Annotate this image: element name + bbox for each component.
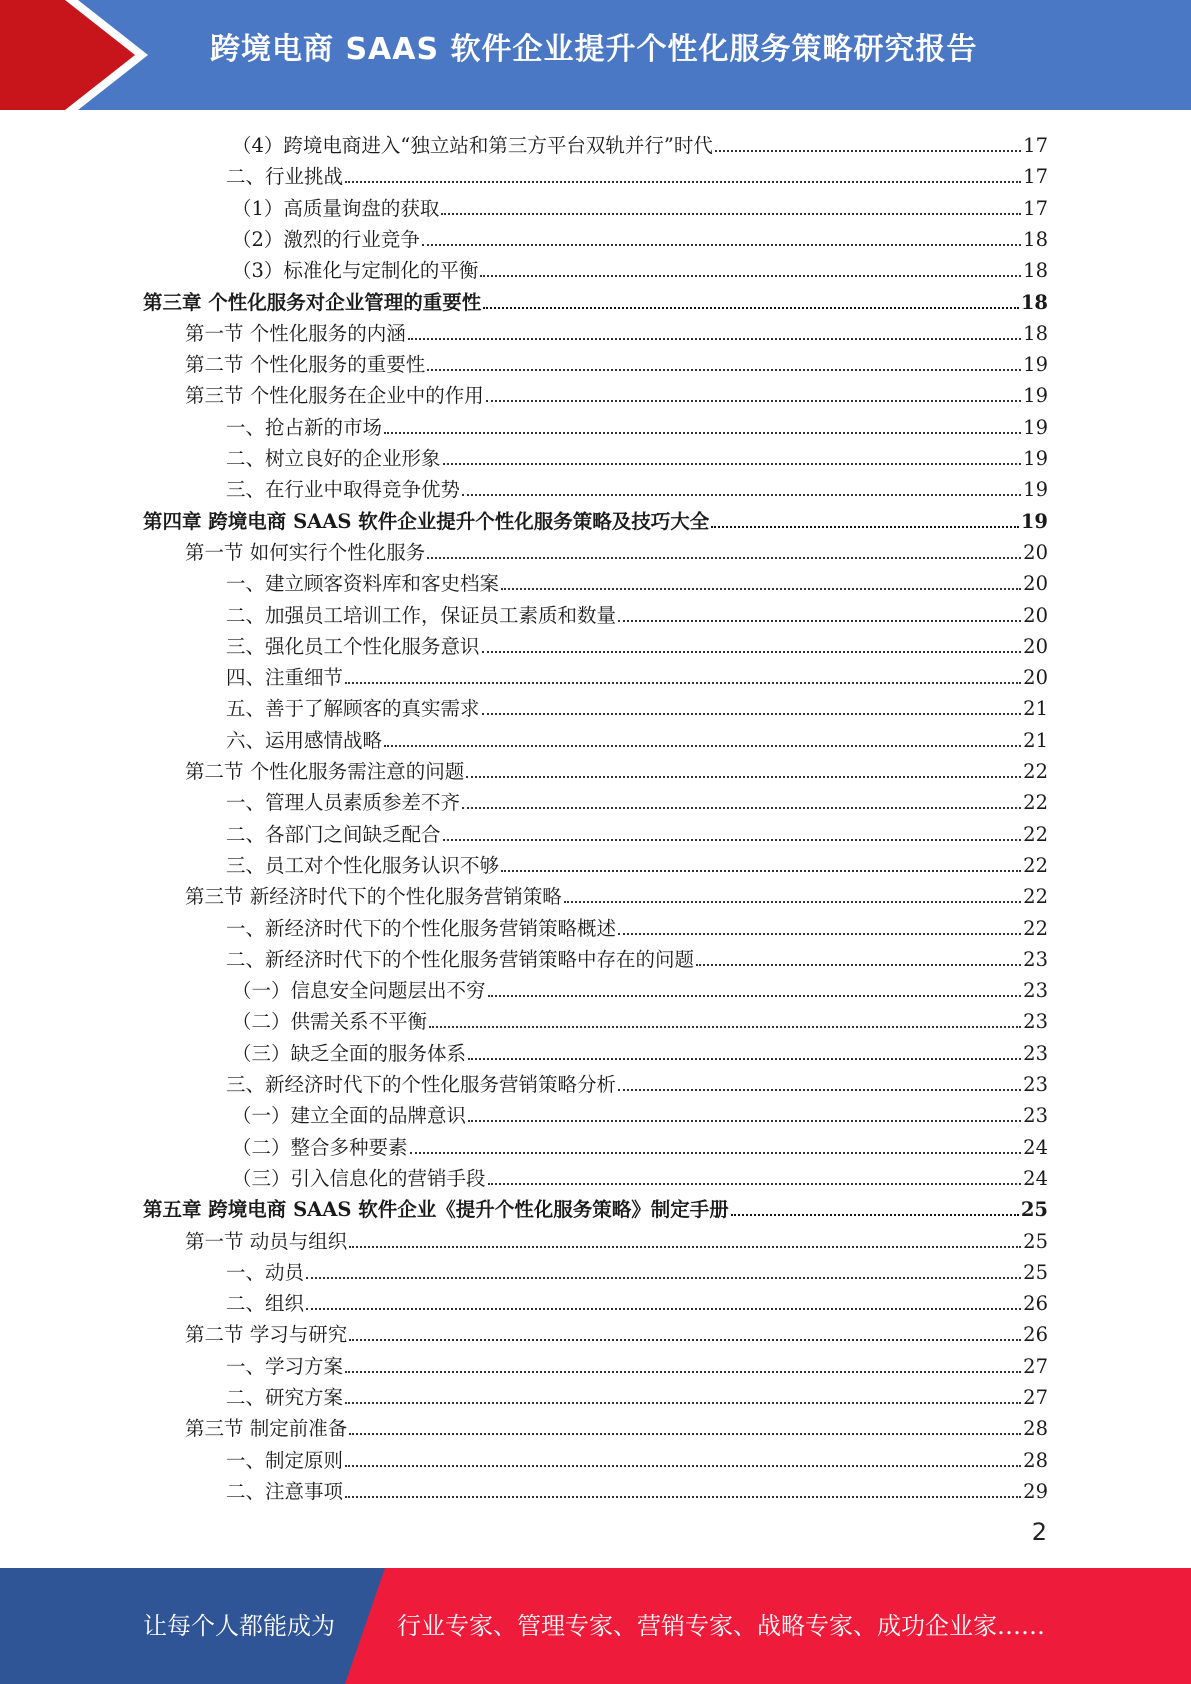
toc-entry[interactable]	[185, 1223, 1048, 1254]
toc-entry-title: （二）供需关系不平衡	[232, 1010, 428, 1033]
toc-dot-leader	[345, 1371, 1021, 1373]
toc-entry-page: 17	[1023, 165, 1048, 188]
toc-entry[interactable]	[232, 1035, 1048, 1066]
footer-slogan-right: 行业专家、管理专家、营销专家、战略专家、成功企业家……	[397, 1612, 1045, 1640]
toc-entry-title: 二、加强员工培训工作，保证员工素质和数量	[226, 604, 617, 627]
toc-entry-page: 23	[1023, 979, 1048, 1002]
toc-entry-page: 19	[1023, 447, 1048, 470]
toc-entry-title: 三、新经济时代下的个性化服务营销策略分析	[226, 1073, 617, 1096]
toc-entry[interactable]	[185, 753, 1048, 784]
toc-entry-page: 23	[1023, 948, 1048, 971]
toc-entry-page: 28	[1023, 1449, 1048, 1472]
page-number: 2	[1031, 1518, 1047, 1546]
toc-entry-title: 第三节 新经济时代下的个性化服务营销策略	[185, 885, 562, 908]
toc-entry[interactable]	[226, 440, 1048, 471]
toc-entry-title: （三）引入信息化的营销手段	[232, 1167, 486, 1190]
toc-entry-page: 28	[1023, 1417, 1048, 1440]
toc-entry[interactable]	[232, 972, 1048, 1003]
toc-entry-title: 第一节 动员与组织	[185, 1230, 348, 1253]
toc-dot-leader	[443, 463, 1022, 465]
toc-entry-page: 20	[1023, 572, 1048, 595]
toc-entry[interactable]	[226, 847, 1048, 878]
toc-dot-leader	[501, 588, 1021, 590]
toc-entry-title: 一、建立顾客资料库和客史档案	[226, 572, 500, 595]
toc-dot-leader	[715, 150, 1021, 152]
toc-dot-leader	[345, 1402, 1021, 1404]
toc-entry-title: （1）高质量询盘的获取	[232, 197, 440, 220]
toc-dot-leader	[429, 1026, 1021, 1028]
toc-dot-leader	[349, 1339, 1021, 1341]
toc-entry-title: （4）跨境电商进入“独立站和第三方平台双轨并行”时代	[232, 134, 713, 157]
toc-entry-page: 21	[1023, 697, 1048, 720]
toc-dot-leader	[345, 682, 1021, 684]
toc-entry-page: 26	[1023, 1292, 1048, 1315]
toc-entry-page: 19	[1023, 353, 1048, 376]
toc-entry-page: 24	[1023, 1167, 1048, 1190]
toc-entry[interactable]	[226, 1473, 1048, 1504]
toc-dot-leader	[618, 1089, 1021, 1091]
toc-entry[interactable]	[226, 628, 1048, 659]
toc-entry[interactable]	[232, 1097, 1048, 1128]
toc-entry-title: 第二节 个性化服务的重要性	[185, 353, 426, 376]
toc-entry-page: 22	[1023, 854, 1048, 877]
toc-entry-title: 二、树立良好的企业形象	[226, 447, 441, 470]
toc-entry-title: 二、组织	[226, 1292, 305, 1315]
toc-entry-title: 二、行业挑战	[226, 165, 344, 188]
toc-entry-page: 20	[1023, 541, 1048, 564]
toc-dot-leader	[441, 213, 1021, 215]
toc-dot-leader	[410, 1152, 1022, 1154]
toc-dot-leader	[462, 807, 1021, 809]
toc-entry[interactable]	[226, 409, 1048, 440]
toc-entry-title: 二、新经济时代下的个性化服务营销策略中存在的问题	[226, 948, 695, 971]
toc-entry-title: 三、员工对个性化服务认识不够	[226, 854, 500, 877]
toc-entry[interactable]	[226, 1066, 1048, 1097]
toc-entry[interactable]	[226, 1348, 1048, 1379]
toc-entry-title: 三、在行业中取得竞争优势	[226, 478, 461, 501]
toc-entry-title: 第一节 如何实行个性化服务	[185, 541, 426, 564]
toc-entry-page: 21	[1023, 729, 1048, 752]
page-header	[0, 0, 1191, 110]
toc-chapter-entry[interactable]	[143, 284, 1048, 315]
toc-entry-title: （一）建立全面的品牌意识	[232, 1104, 467, 1127]
toc-entry[interactable]	[226, 816, 1048, 847]
toc-entry[interactable]	[226, 1442, 1048, 1473]
toc-entry-page: 22	[1023, 917, 1048, 940]
toc-entry-title: （三）缺乏全面的服务体系	[232, 1042, 467, 1065]
toc-entry-title: 一、学习方案	[226, 1355, 344, 1378]
toc-entry[interactable]	[226, 1285, 1048, 1316]
toc-entry-page: 19	[1023, 384, 1048, 407]
toc-entry[interactable]	[226, 784, 1048, 815]
toc-dot-leader	[488, 995, 1022, 997]
report-title: 跨境电商 SAAS 软件企业提升个性化服务策略研究报告	[210, 32, 978, 67]
toc-entry[interactable]	[226, 910, 1048, 941]
toc-dot-leader	[482, 713, 1022, 715]
toc-entry-title: 五、善于了解顾客的真实需求	[226, 697, 480, 720]
toc-dot-leader	[696, 964, 1021, 966]
toc-entry[interactable]	[226, 1254, 1048, 1285]
toc-entry-title: （3）标准化与定制化的平衡	[232, 259, 479, 282]
toc-dot-leader	[349, 1246, 1021, 1248]
toc-dot-leader	[618, 933, 1021, 935]
toc-dot-leader	[488, 1183, 1022, 1185]
toc-entry-title: 第五章 跨境电商 SAAS 软件企业《提升个性化服务策略》制定手册	[143, 1198, 729, 1221]
toc-entry-title: 三、强化员工个性化服务意识	[226, 635, 480, 658]
toc-entry[interactable]	[232, 127, 1048, 158]
toc-entry-title: 第三节 制定前准备	[185, 1417, 348, 1440]
toc-entry-page: 19	[1023, 416, 1048, 439]
toc-dot-leader	[345, 181, 1021, 183]
toc-entry-page: 25	[1023, 1261, 1048, 1284]
toc-entry-title: 第二节 学习与研究	[185, 1323, 348, 1346]
toc-entry-page: 29	[1023, 1480, 1048, 1503]
toc-dot-leader	[443, 839, 1022, 841]
toc-entry-page: 23	[1023, 1073, 1048, 1096]
toc-entry-page: 23	[1023, 1010, 1048, 1033]
toc-entry[interactable]	[185, 315, 1048, 346]
toc-entry[interactable]	[185, 1316, 1048, 1347]
toc-entry-title: 第四章 跨境电商 SAAS 软件企业提升个性化服务策略及技巧大全	[143, 510, 710, 533]
toc-entry-title: 二、注意事项	[226, 1480, 344, 1503]
toc-dot-leader	[482, 651, 1022, 653]
page-footer	[0, 1568, 1191, 1684]
toc-entry-title: 第一节 个性化服务的内涵	[185, 322, 406, 345]
toc-entry-title: 四、注重细节	[226, 666, 344, 689]
toc-dot-leader	[480, 275, 1021, 277]
toc-dot-leader	[486, 400, 1021, 402]
toc-entry[interactable]	[226, 597, 1048, 628]
toc-entry-title: 一、动员	[226, 1261, 305, 1284]
toc-dot-leader	[306, 1308, 1021, 1310]
toc-entry-page: 17	[1023, 134, 1048, 157]
toc-entry-title: 一、制定原则	[226, 1449, 344, 1472]
toc-entry-page: 18	[1023, 322, 1048, 345]
toc-entry-page: 25	[1020, 1198, 1048, 1221]
toc-entry-title: 第三章 个性化服务对企业管理的重要性	[143, 291, 482, 314]
toc-entry[interactable]	[226, 158, 1048, 189]
toc-entry-page: 24	[1023, 1136, 1048, 1159]
toc-entry-page: 20	[1023, 635, 1048, 658]
toc-dot-leader	[306, 1277, 1021, 1279]
toc-dot-leader	[468, 1058, 1021, 1060]
toc-entry[interactable]	[226, 941, 1048, 972]
toc-entry[interactable]	[185, 1410, 1048, 1441]
toc-entry-page: 26	[1023, 1323, 1048, 1346]
toc-entry-title: （二）整合多种要素	[232, 1136, 408, 1159]
toc-entry-page: 20	[1023, 666, 1048, 689]
toc-entry[interactable]	[232, 1160, 1048, 1191]
toc-entry-page: 25	[1023, 1230, 1048, 1253]
toc-entry[interactable]	[226, 471, 1048, 502]
toc-entry-page: 22	[1023, 885, 1048, 908]
toc-entry-title: 一、新经济时代下的个性化服务营销策略概述	[226, 917, 617, 940]
toc-dot-leader	[345, 1465, 1021, 1467]
toc-dot-leader	[349, 1433, 1021, 1435]
toc-dot-leader	[468, 1120, 1021, 1122]
toc-entry[interactable]	[232, 1003, 1048, 1034]
toc-entry[interactable]	[226, 722, 1048, 753]
toc-entry-page: 23	[1023, 1042, 1048, 1065]
toc-entry[interactable]	[226, 690, 1048, 721]
toc-entry[interactable]	[185, 377, 1048, 408]
toc-entry-page: 19	[1020, 510, 1048, 533]
toc-entry-page: 18	[1020, 291, 1048, 314]
toc-dot-leader	[408, 338, 1021, 340]
toc-entry-title: （2）激烈的行业竞争	[232, 228, 420, 251]
toc-entry[interactable]	[232, 252, 1048, 283]
toc-entry[interactable]	[185, 878, 1048, 909]
toc-dot-leader	[384, 745, 1021, 747]
toc-entry-title: 二、研究方案	[226, 1386, 344, 1409]
toc-dot-leader	[345, 1496, 1021, 1498]
toc-dot-leader	[462, 494, 1021, 496]
toc-entry-page: 22	[1023, 760, 1048, 783]
toc-dot-leader	[422, 244, 1021, 246]
toc-entry[interactable]	[226, 659, 1048, 690]
footer-slogan-left: 让每个人都能成为	[143, 1612, 335, 1640]
toc-entry-page: 19	[1023, 478, 1048, 501]
toc-entry-title: 第三节 个性化服务在企业中的作用	[185, 384, 484, 407]
toc-entry-title: 二、各部门之间缺乏配合	[226, 823, 441, 846]
toc-entry-page: 22	[1023, 823, 1048, 846]
toc-entry-title: 六、运用感情战略	[226, 729, 383, 752]
toc-entry-title: （一）信息安全问题层出不穷	[232, 979, 486, 1002]
toc-entry-page: 18	[1023, 228, 1048, 251]
toc-dot-leader	[466, 776, 1021, 778]
toc-entry[interactable]	[232, 221, 1048, 252]
toc-entry[interactable]	[185, 534, 1048, 565]
toc-entry-page: 23	[1023, 1104, 1048, 1127]
toc-entry-title: 一、管理人员素质参差不齐	[226, 791, 461, 814]
toc-dot-leader	[711, 526, 1019, 528]
toc-entry-page: 20	[1023, 604, 1048, 627]
toc-entry-title: 第二节 个性化服务需注意的问题	[185, 760, 465, 783]
toc-entry-page: 18	[1023, 259, 1048, 282]
toc-dot-leader	[427, 557, 1021, 559]
toc-dot-leader	[564, 901, 1021, 903]
toc-chapter-entry[interactable]	[143, 1191, 1048, 1222]
toc-dot-leader	[731, 1214, 1019, 1216]
toc-entry[interactable]	[226, 1379, 1048, 1410]
toc-entry-page: 27	[1023, 1355, 1048, 1378]
toc-entry[interactable]	[185, 346, 1048, 377]
toc-entry[interactable]	[226, 565, 1048, 596]
toc-entry-page: 22	[1023, 791, 1048, 814]
toc-dot-leader	[384, 432, 1021, 434]
toc-entry-title: 一、抢占新的市场	[226, 416, 383, 439]
toc-dot-leader	[501, 870, 1021, 872]
toc-entry[interactable]	[232, 190, 1048, 221]
toc-entry-page: 27	[1023, 1386, 1048, 1409]
toc-dot-leader	[618, 620, 1021, 622]
toc-chapter-entry[interactable]	[143, 503, 1048, 534]
toc-dot-leader	[427, 369, 1021, 371]
toc-dot-leader	[483, 307, 1019, 309]
toc-entry[interactable]	[232, 1129, 1048, 1160]
toc-entry-page: 17	[1023, 197, 1048, 220]
